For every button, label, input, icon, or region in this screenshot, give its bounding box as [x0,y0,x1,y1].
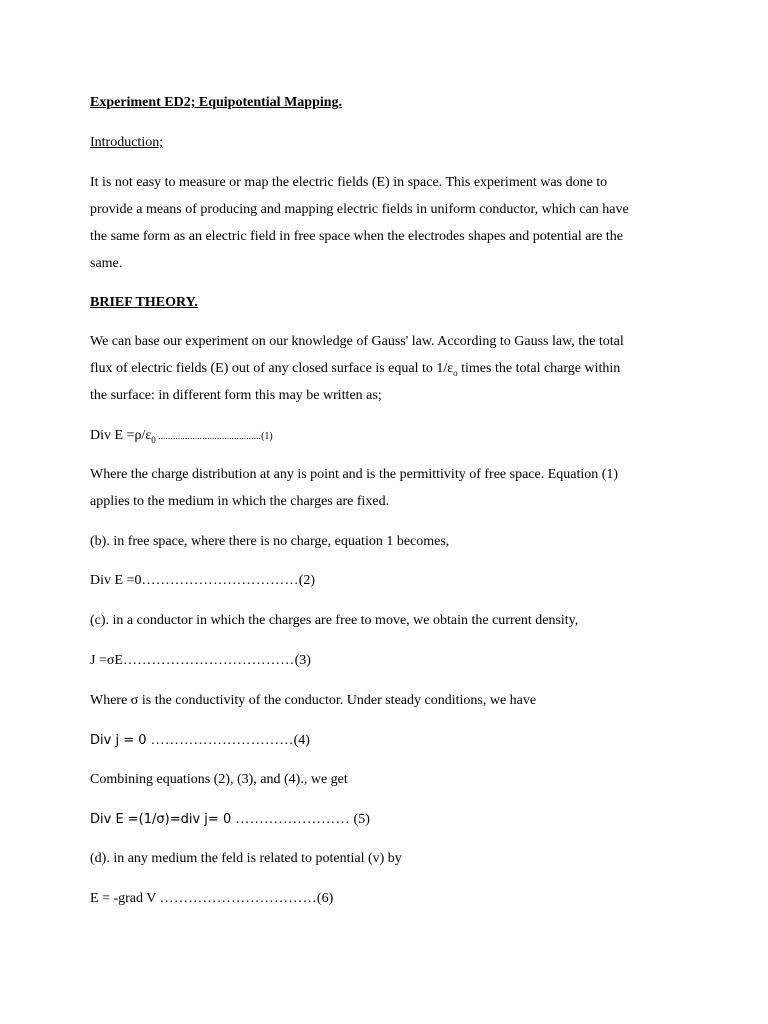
paragraph-line: (d). in any medium the feld is related to potential (v) by [90,851,402,866]
equation-1-number: (1) [261,431,273,442]
paragraph-line: applies to the medium in which the charges are fixed. [90,494,390,509]
equation-6-number: (6) [316,891,334,906]
intro-paragraph-line: the same form as an electric field in free space when the electrodes shapes and potential are the [90,229,623,244]
equation-6 [90,890,333,908]
equation-4-text: Div j = 0 [90,733,151,748]
equation-5-leader: …………………… [235,812,354,827]
theory-paragraph-line: We can base our experiment on our knowledge of Gauss' law. According to Gauss law, the total [90,334,624,349]
equation-2-number: (2) [298,573,316,588]
theory-paragraph-line [90,360,620,382]
equation-4-number: (4) [293,733,310,748]
introduction-heading: Introduction; [90,135,164,150]
equation-4-leader: ………………………… [150,733,294,748]
equation-3 [90,652,311,670]
equation-2-leader: …………………………… [141,573,299,588]
paragraph-line: (c). in a conductor in which the charges are free to move, we obtain the current density, [90,613,579,628]
equation-1-subscript: 0 [151,434,156,445]
document-title: Experiment ED2; Equipotential Mapping. [90,95,343,110]
equation-4 [90,732,310,750]
equation-5-text: Div E =(1/σ)=div j= 0 [90,812,236,827]
epsilon-subscript: o [453,367,458,378]
equation-3-leader: ……………………………… [122,653,295,668]
intro-paragraph-line: same. [90,256,123,271]
theory-paragraph-line: the surface: in different form this may be written as; [90,388,382,403]
equation-3-number: (3) [294,653,311,668]
equation-1-text: Div E =ρ/ε [90,428,152,443]
theory-heading: BRIEF THEORY. [90,295,198,310]
equation-2-text: Div E =0 [90,573,142,588]
equation-2 [90,572,315,590]
paragraph-line: Where σ is the conductivity of the conductor. Under steady conditions, we have [90,693,537,708]
equation-5 [90,811,370,829]
equation-6-leader: …………………………… [159,891,317,906]
equation-3-text: J =σE [90,653,123,668]
theory-text: flux of electric fields (E) out of any closed surface is equal to 1/ε [90,361,454,376]
paragraph-line: Where the charge distribution at any is point and is the permittivity of free space. Equation (1) [90,467,619,482]
intro-paragraph-line: provide a means of producing and mapping electric fields in uniform conductor, which can have [90,202,629,217]
equation-6-text: E = -grad V [90,891,160,906]
equation-5-number: (5) [353,812,370,827]
intro-paragraph-line: It is not easy to measure or map the electric fields (E) in space. This experiment was done to [90,175,608,190]
equation-1 [90,427,273,449]
paragraph-line: Combining equations (2), (3), and (4)., we get [90,772,348,787]
theory-text: times the total charge within [457,361,621,376]
equation-1-leader: .......................................... [155,431,262,441]
paragraph-line: (b). in free space, where there is no charge, equation 1 becomes, [90,534,450,549]
